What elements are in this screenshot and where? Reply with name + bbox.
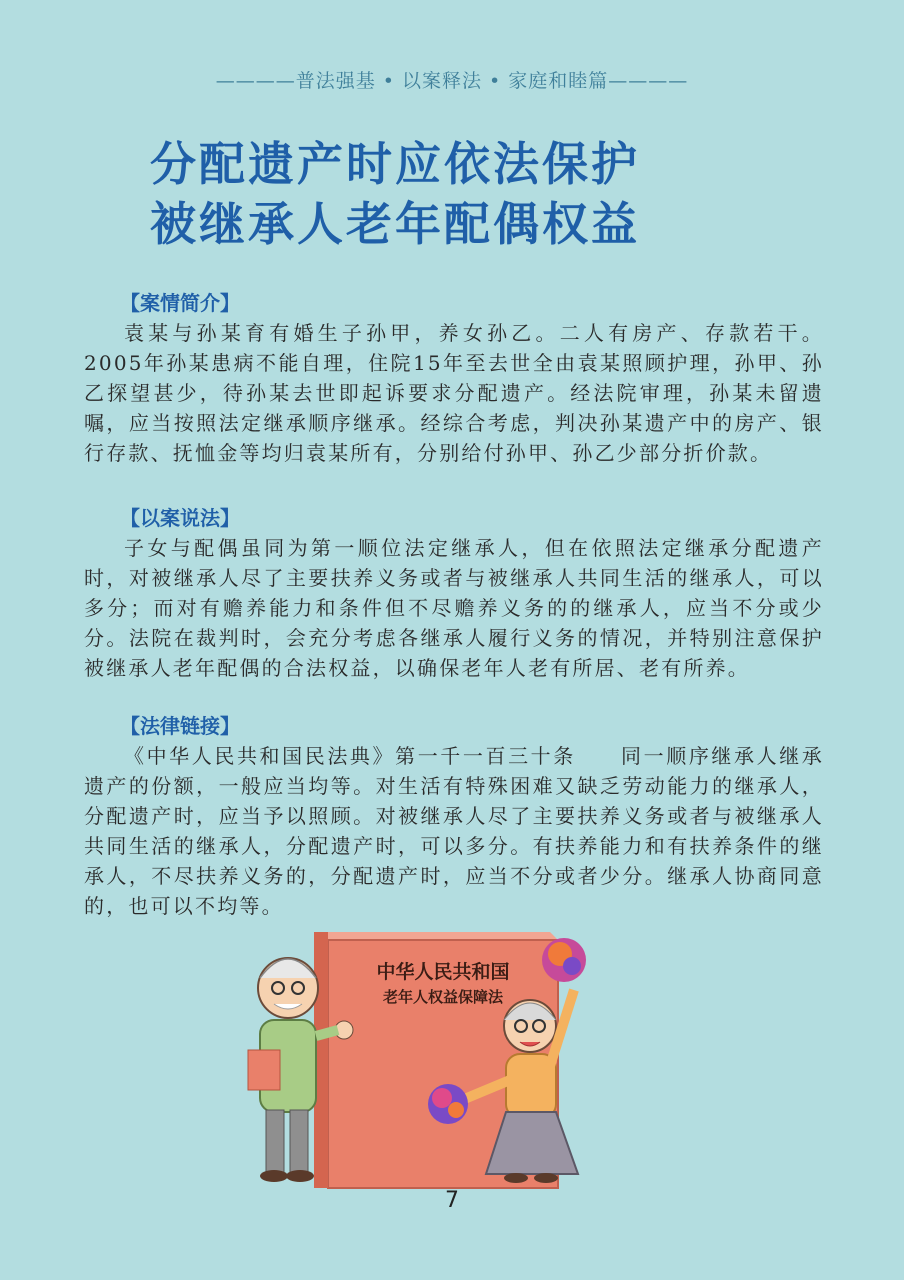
book-title-line-1: 中华人民共和国 [376,961,510,983]
section-body-legal-link: 《中华人民共和国民法典》第一千一百三十条 同一顺序继承人继承遗产的份额，一般应当均等。对生活有特殊困难又缺乏劳动能力的继承人，分配遗产时，应当予以照顾。对被继承人尽了主要扶养义务或者与被继承人共同生活的继承人，分配遗产时，可以多分。有扶养能力和有扶养条件的继承人，不尽扶养义务的，分配遗产时，应当不分或者少分。继承人协商同意的，也可以不均等。 [84,744,824,918]
section-body-case: 袁某与孙某育有婚生子孙甲，养女孙乙。二人有房产、存款若干。2005年孙某患病不能自理，住院15年至去世全由袁某照顾护理，孙甲、孙乙探望甚少，待孙某去世即起诉要求分配遗产。经法院审理，孙某未留遗嘱，应当按照法定继承顺序继承。经综合考虑，判决孙某遗产中的房产、银行存款、抚恤金等均归袁某所有，分别给付孙甲、孙乙少部分折价款。 [84,321,824,465]
series-header: ————普法强基 • 以案释法 • 家庭和睦篇———— [215,70,689,92]
elderly-couple-illustration [230,920,650,1200]
page-title-line-2: 被继承人老年配偶权益 [150,197,640,251]
section-heading-legal-link: 【法律链接】 [120,714,240,738]
section-heading-case: 【案情简介】 [120,291,240,315]
book-title-line-2: 老年人权益保障法 [382,988,504,1006]
page-title-line-1: 分配遗产时应依法保护 [150,137,640,191]
section-body-explanation: 子女与配偶虽同为第一顺位法定继承人，但在依照法定继承分配遗产时，对被继承人尽了主要扶养义务或者与被继承人共同生活的继承人，可以多分；而对有赡养能力和条件但不尽赡养义务的的继承人，应当不分或少分。法院在裁判时，会充分考虑各继承人履行义务的情况，并特别注意保护被继承人老年配偶的合法权益，以确保老年人老有所居、老有所养。 [84,536,824,680]
page-number: 7 [445,1188,459,1213]
section-heading-explanation: 【以案说法】 [120,506,240,530]
